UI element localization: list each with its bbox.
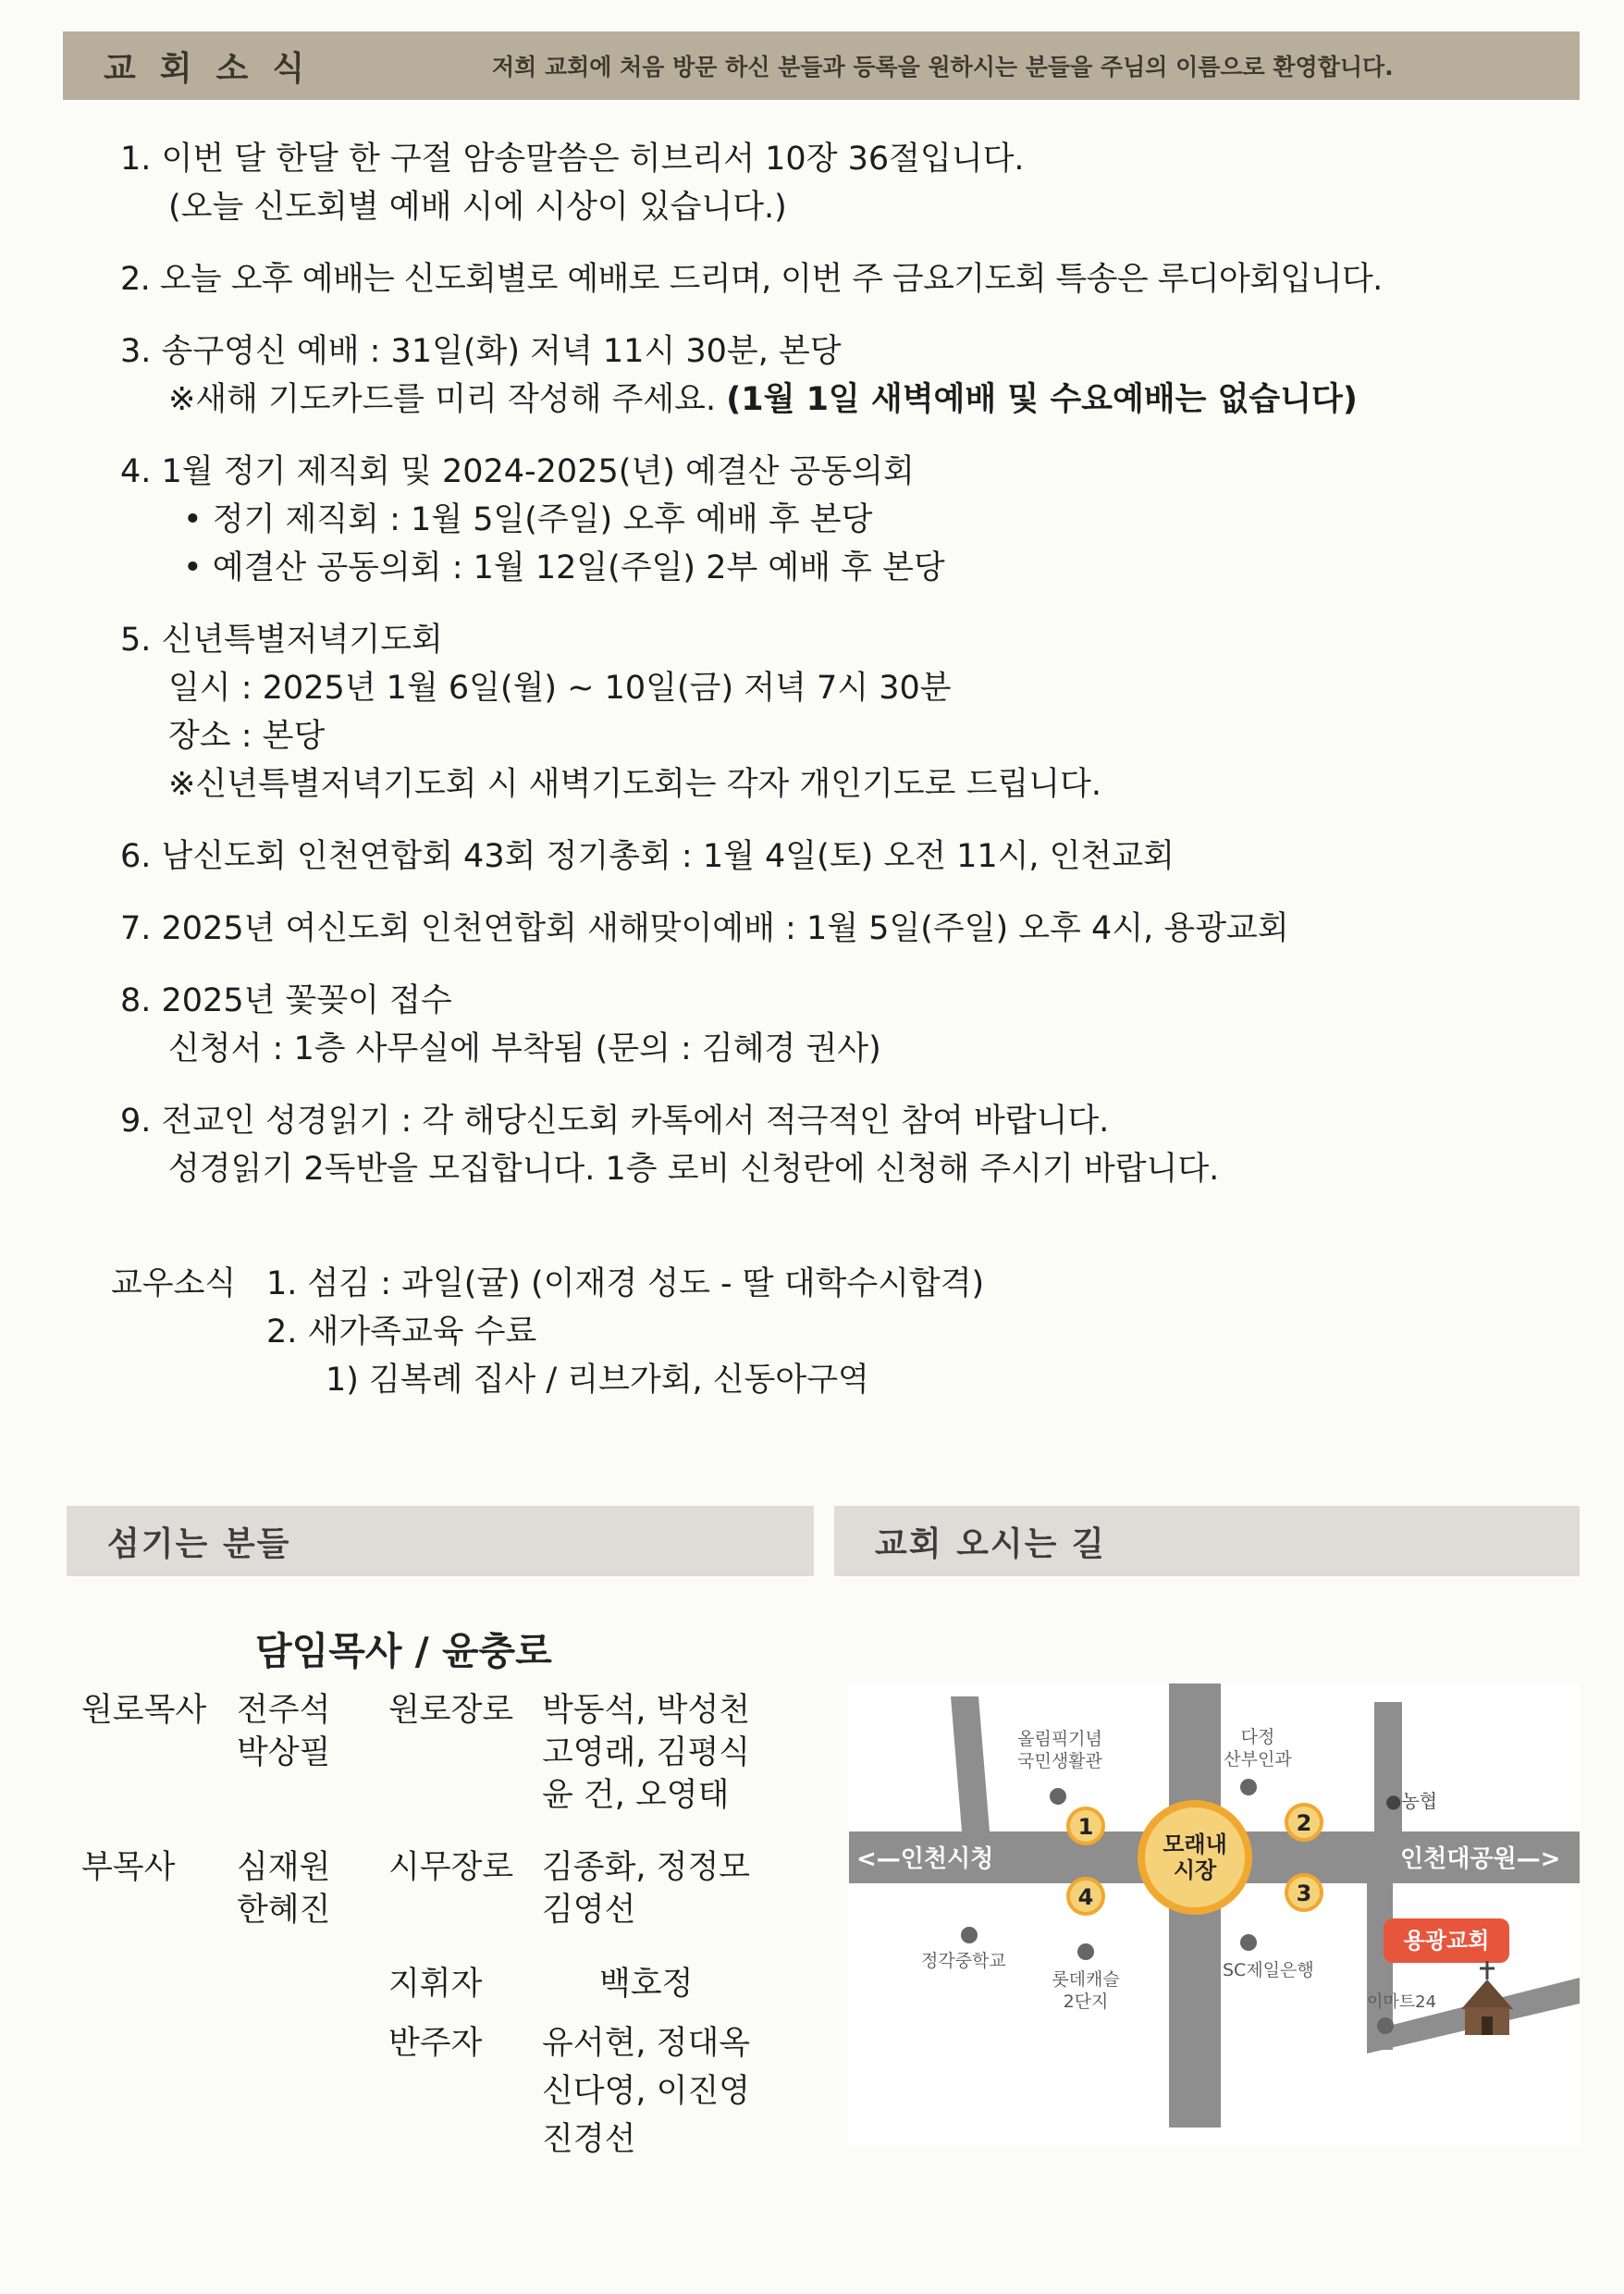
map-exit-label: 2 (1296, 1810, 1312, 1836)
map-landmark-label: 산부인과 (1224, 1749, 1292, 1770)
map-exit-label: 3 (1296, 1881, 1312, 1906)
map-road-right (1374, 1702, 1402, 1832)
staff-role: 원로목사 (81, 1692, 207, 1729)
staff-name: 진경선 (542, 2121, 636, 2158)
map-left-road-label: <—인천시청 (856, 1845, 994, 1873)
news-list (120, 135, 1563, 1217)
staff-name: 김종화, 정정모 (542, 1849, 751, 1886)
staff-name: 유서현, 정대옥 (542, 2025, 751, 2062)
map-landmark-label: 정각중학교 (921, 1951, 1006, 1971)
staff-name: 김영선 (542, 1892, 636, 1929)
map-church-label: 용광교회 (1403, 1928, 1490, 1954)
staff-name: 백호정 (599, 1966, 694, 2003)
news-banner-subtitle: 저희 교회에 처음 방문 하신 분들과 등록을 원하시는 분들을 주님의 이름으로 환영합니다. (492, 54, 1394, 80)
news-line: 1. 이번 달 한달 한 구절 암송말씀은 히브리서 10장 36절입니다. (120, 141, 1025, 178)
news-bullet: • 정기 제직회 : 1월 5일(주일) 오후 예배 후 본당 (183, 501, 873, 538)
staff-name: 고영래, 김평식 (542, 1734, 751, 1771)
news-item-3 (120, 327, 1563, 424)
map-landmark-dot (1050, 1788, 1066, 1805)
staff-name: 윤 건, 오영태 (542, 1777, 730, 1814)
news-note-bold: (1월 1일 새벽예배 및 수요예배는 없습니다) (726, 381, 1358, 418)
member-news-row (111, 1356, 984, 1404)
map-exit-label: 4 (1077, 1884, 1094, 1910)
news-item-7 (120, 905, 1563, 953)
staff-name: 심재원 (237, 1849, 331, 1886)
map-landmark-label: SC제일은행 (1223, 1960, 1314, 1980)
map-center-label: 시장 (1173, 1857, 1217, 1883)
map-landmark-dot (1240, 1934, 1257, 1951)
news-item-6 (120, 832, 1563, 881)
news-item-2 (120, 255, 1563, 303)
directions-map (849, 1684, 1580, 2146)
news-line: 일시 : 2025년 1월 6일(월) ~ 10일(금) 저녁 7시 30분 (168, 670, 952, 707)
member-news (111, 1260, 984, 1404)
news-line: ※신년특별저녁기도회 시 새벽기도회는 각자 개인기도로 드립니다. (168, 766, 1101, 803)
news-note-text: ※새해 기도카드를 미리 작성해 주세요. (168, 381, 727, 418)
map-exit-label: 1 (1077, 1814, 1094, 1840)
map-landmark-label: 롯데캐슬 (1052, 1969, 1120, 1990)
map-landmark-label: ●농협 (1385, 1790, 1438, 1812)
servers-section-header (67, 1506, 814, 1576)
map-landmark-dot (1377, 2017, 1394, 2034)
news-line: 8. 2025년 꽃꽂이 접수 (120, 982, 452, 1019)
news-banner-title: 교회소식 (104, 49, 329, 88)
staff-role: 반주자 (388, 2025, 483, 2062)
member-news-item: 2. 새가족교육 수료 (266, 1314, 537, 1350)
member-news-item: 1. 섬김 : 과일(귤) (이재경 성도 - 딸 대학수시합격) (266, 1265, 985, 1302)
staff-name: 신다영, 이진영 (542, 2073, 751, 2110)
news-line: 7. 2025년 여신도회 인천연합회 새해맞이예배 : 1월 5일(주일) 오후 4시, 용광교회 (120, 910, 1289, 947)
map-landmark-dot (961, 1927, 978, 1943)
map-landmark-label: 다정 (1240, 1727, 1275, 1747)
map-landmark-label: 이마트24 (1367, 1992, 1437, 2012)
member-news-item: 1) 김복례 집사 / 리브가회, 신동아구역 (326, 1362, 869, 1399)
map-landmark-label: 올림픽기념 (1017, 1729, 1102, 1749)
news-item-5 (120, 616, 1563, 808)
staff-role: 지휘자 (388, 1966, 483, 2003)
news-item-1 (120, 135, 1563, 231)
staff-role: 시무장로 (388, 1849, 514, 1886)
news-line: 3. 송구영신 예배 : 31일(화) 저녁 11시 30분, 본당 (120, 333, 842, 370)
news-item-8 (120, 977, 1563, 1073)
news-item-9 (120, 1097, 1563, 1193)
map-landmark-dot (1077, 1943, 1094, 1960)
head-pastor: 담임목사 / 윤충로 (255, 1629, 552, 1673)
news-banner (63, 31, 1580, 100)
news-item-4 (120, 448, 1563, 592)
member-news-row (111, 1308, 984, 1356)
news-line: 성경읽기 2독반을 모집합니다. 1층 로비 신청란에 신청해 주시기 바랍니다. (168, 1151, 1220, 1188)
news-line: 4. 1월 정기 제직회 및 2024-2025(년) 예결산 공동의회 (120, 453, 915, 490)
staff-name: 박상필 (237, 1734, 331, 1771)
news-line: 6. 남신도회 인천연합회 43회 정기총회 : 1월 4일(토) 오전 11시, 인천교회 (120, 838, 1175, 875)
member-news-row (111, 1260, 984, 1308)
news-line: 5. 신년특별저녁기도회 (120, 622, 443, 659)
map-right-road-label: 인천대공원—> (1400, 1845, 1561, 1873)
servers-section-title: 섬기는 분들 (107, 1524, 291, 1563)
staff-name: 전주석 (237, 1692, 331, 1729)
news-line: 9. 전교인 성경읽기 : 각 해당신도회 카톡에서 적극적인 참여 바랍니다. (120, 1103, 1110, 1140)
news-bullet: • 예결산 공동의회 : 1월 12일(주일) 2부 예배 후 본당 (183, 549, 945, 586)
directions-section-header (834, 1506, 1580, 1576)
staff-name: 한혜진 (237, 1892, 331, 1929)
member-news-label: 교우소식 (111, 1265, 237, 1302)
staff-name: 박동석, 박성천 (542, 1692, 751, 1729)
directions-section-title: 교회 오시는 길 (875, 1524, 1106, 1563)
news-note (120, 376, 1563, 424)
staff-role: 부목사 (81, 1849, 176, 1886)
news-line: 장소 : 본당 (168, 718, 326, 755)
news-line: (오늘 신도회별 예배 시에 시상이 있습니다.) (168, 189, 787, 226)
map-landmark-dot (1240, 1779, 1257, 1795)
news-line: 신청서 : 1층 사무실에 부착됨 (문의 : 김혜경 권사) (168, 1030, 881, 1067)
map-landmark-label: 2단지 (1063, 1992, 1109, 2012)
staff-role: 원로장로 (388, 1692, 514, 1729)
map-center-label: 모래내 (1163, 1832, 1227, 1857)
map-landmark-label: 국민생활관 (1017, 1751, 1102, 1771)
news-line: 2. 오늘 오후 예배는 신도회별로 예배로 드리며, 이번 주 금요기도회 특송은 루디아회입니다. (120, 261, 1383, 298)
